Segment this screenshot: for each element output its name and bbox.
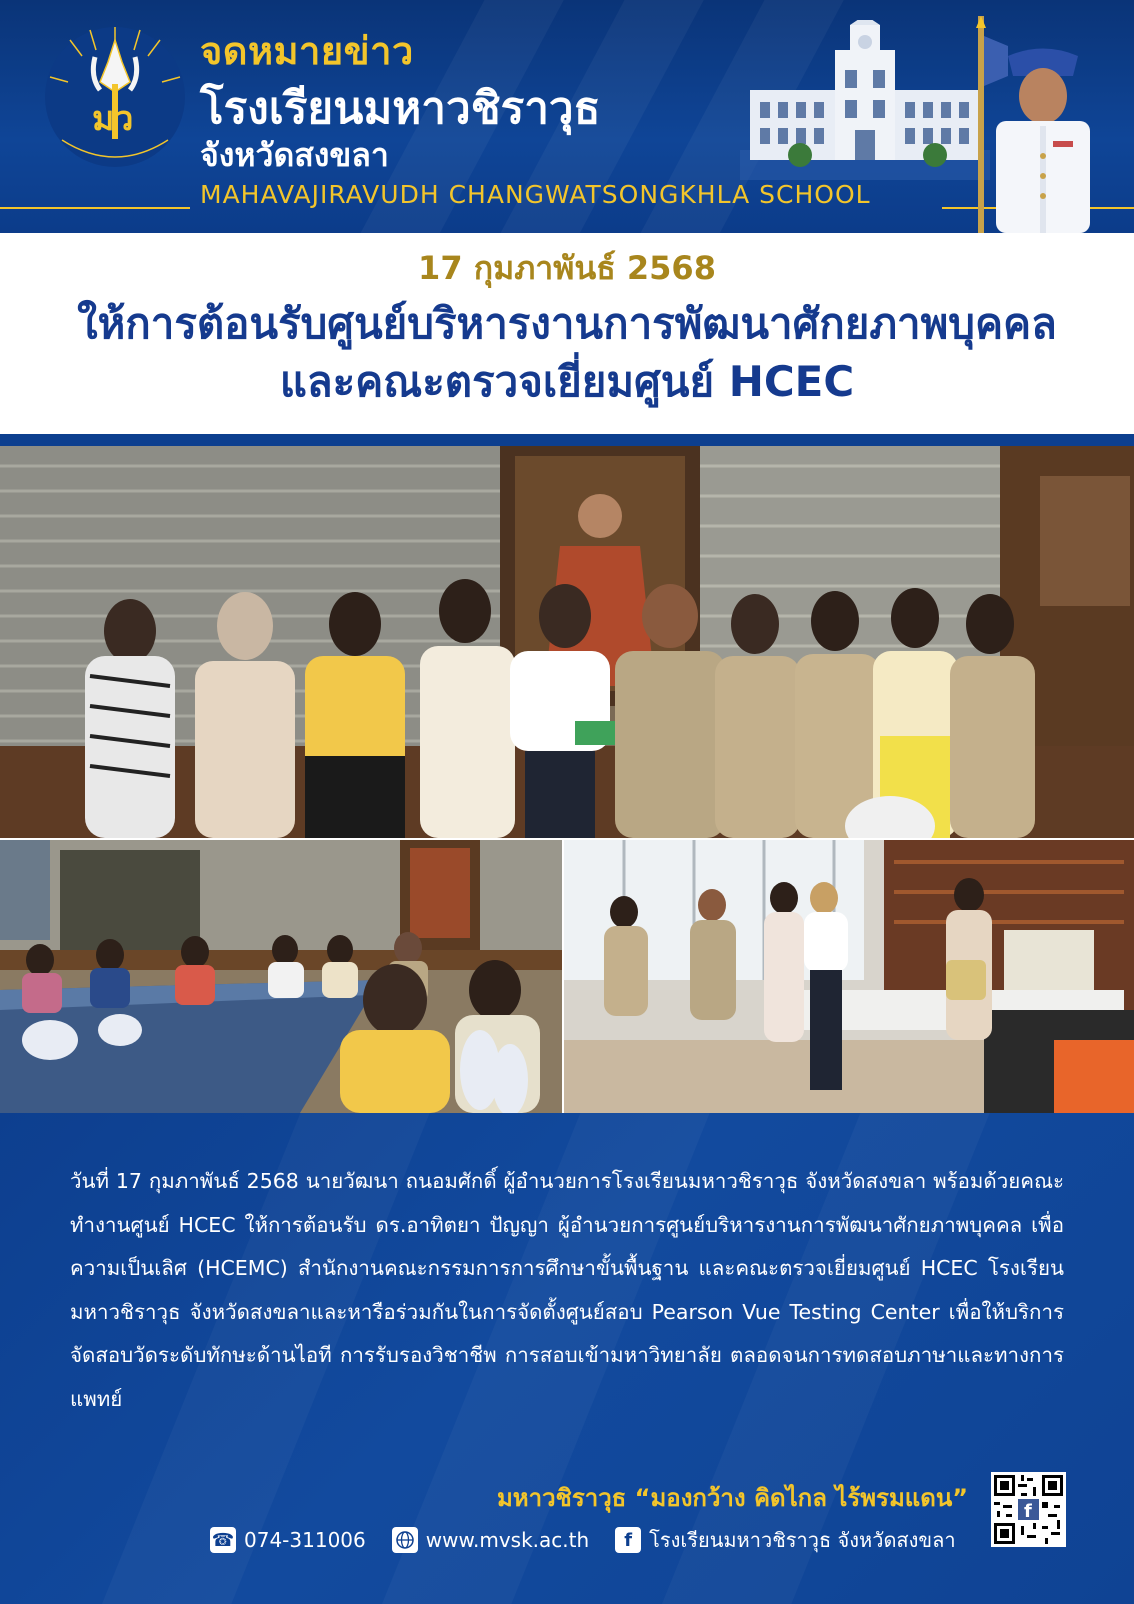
facebook-page-link[interactable]: โรงเรียนมหาวชิราวุธ จังหวัดสงขลา — [649, 1528, 956, 1552]
tour-photo — [564, 840, 1134, 1113]
phone-icon: ☎ — [210, 1527, 236, 1553]
newsletter-label: จดหมายข่าว — [200, 29, 414, 73]
event-title-line2: และคณะตรวจเยี่ยมศูนย์ HCEC — [279, 357, 855, 406]
meeting-photo — [0, 840, 562, 1113]
school-building-image — [740, 20, 990, 180]
header-rule-left — [0, 207, 190, 209]
title-band — [0, 233, 1134, 440]
facebook-icon: f — [615, 1527, 641, 1553]
event-title-line1: ให้การต้อนรับศูนย์บริหารงานการพัฒนาศักยภาพบุคคล — [77, 299, 1057, 348]
newsletter-header — [0, 0, 1134, 233]
svg-text:f: f — [1024, 1501, 1032, 1522]
article-paragraph: วันที่ 17 กุมภาพันธ์ 2568 นายวัฒนา ถนอมศักดิ์ ผู้อำนวยการโรงเรียนมหาวชิราวุธ จังหวัดสงขลา พร้อมด้วยคณะทำงานศูนย์ HCEC ให้การต้อนรับ ดร.อาทิตยา ปัญญา ผู้อำนวยการศูนย์บริหารงานการพัฒนาศักยภาพบุคคล เพื่อความเป็นเลิศ (HCEMC) สำนักงานคณะกรรมการการศึกษาขั้นพื้นฐาน และคณะตรวจเยี่ยมศูนย์ HCEC โรงเรียนมหาวชิราวุธ จังหวัดสงขลาและหารือร่วมกันในการจัดตั้งศูนย์สอบ Pearson Vue Testing Center เพื่อให้บริการจัดสอบวัดระดับทักษะด้านไอที การรับรองวิชาชีพ การสอบเข้ามหาวิทยาลัย ตลอดจนการทดสอบภาษาและทางการแพทย์ — [70, 1169, 1064, 1411]
school-name-english: MAHAVAJIRAVUDH CHANGWATSONGKHLA SCHOOL — [200, 180, 871, 209]
school-logo — [40, 22, 190, 172]
province-name: จังหวัดสงขลา — [200, 136, 389, 174]
event-date: 17 กุมภาพันธ์ 2568 — [418, 249, 716, 287]
event-title — [0, 295, 1134, 411]
school-name-thai: โรงเรียนมหาวชิราวุธ — [200, 83, 601, 134]
student-uniform-image — [968, 16, 1118, 233]
website-link[interactable]: www.mvsk.ac.th — [425, 1528, 590, 1552]
svg-text:มว: มว — [92, 99, 134, 139]
school-slogan: มหาวชิราวุธ “มองกว้าง คิดไกล ไร้พรมแดน” — [496, 1484, 968, 1512]
globe-icon — [392, 1527, 418, 1553]
contact-row — [210, 1524, 956, 1556]
qr-code[interactable] — [991, 1472, 1066, 1547]
phone-number[interactable]: 074-311006 — [244, 1528, 366, 1552]
group-photo — [0, 446, 1134, 838]
